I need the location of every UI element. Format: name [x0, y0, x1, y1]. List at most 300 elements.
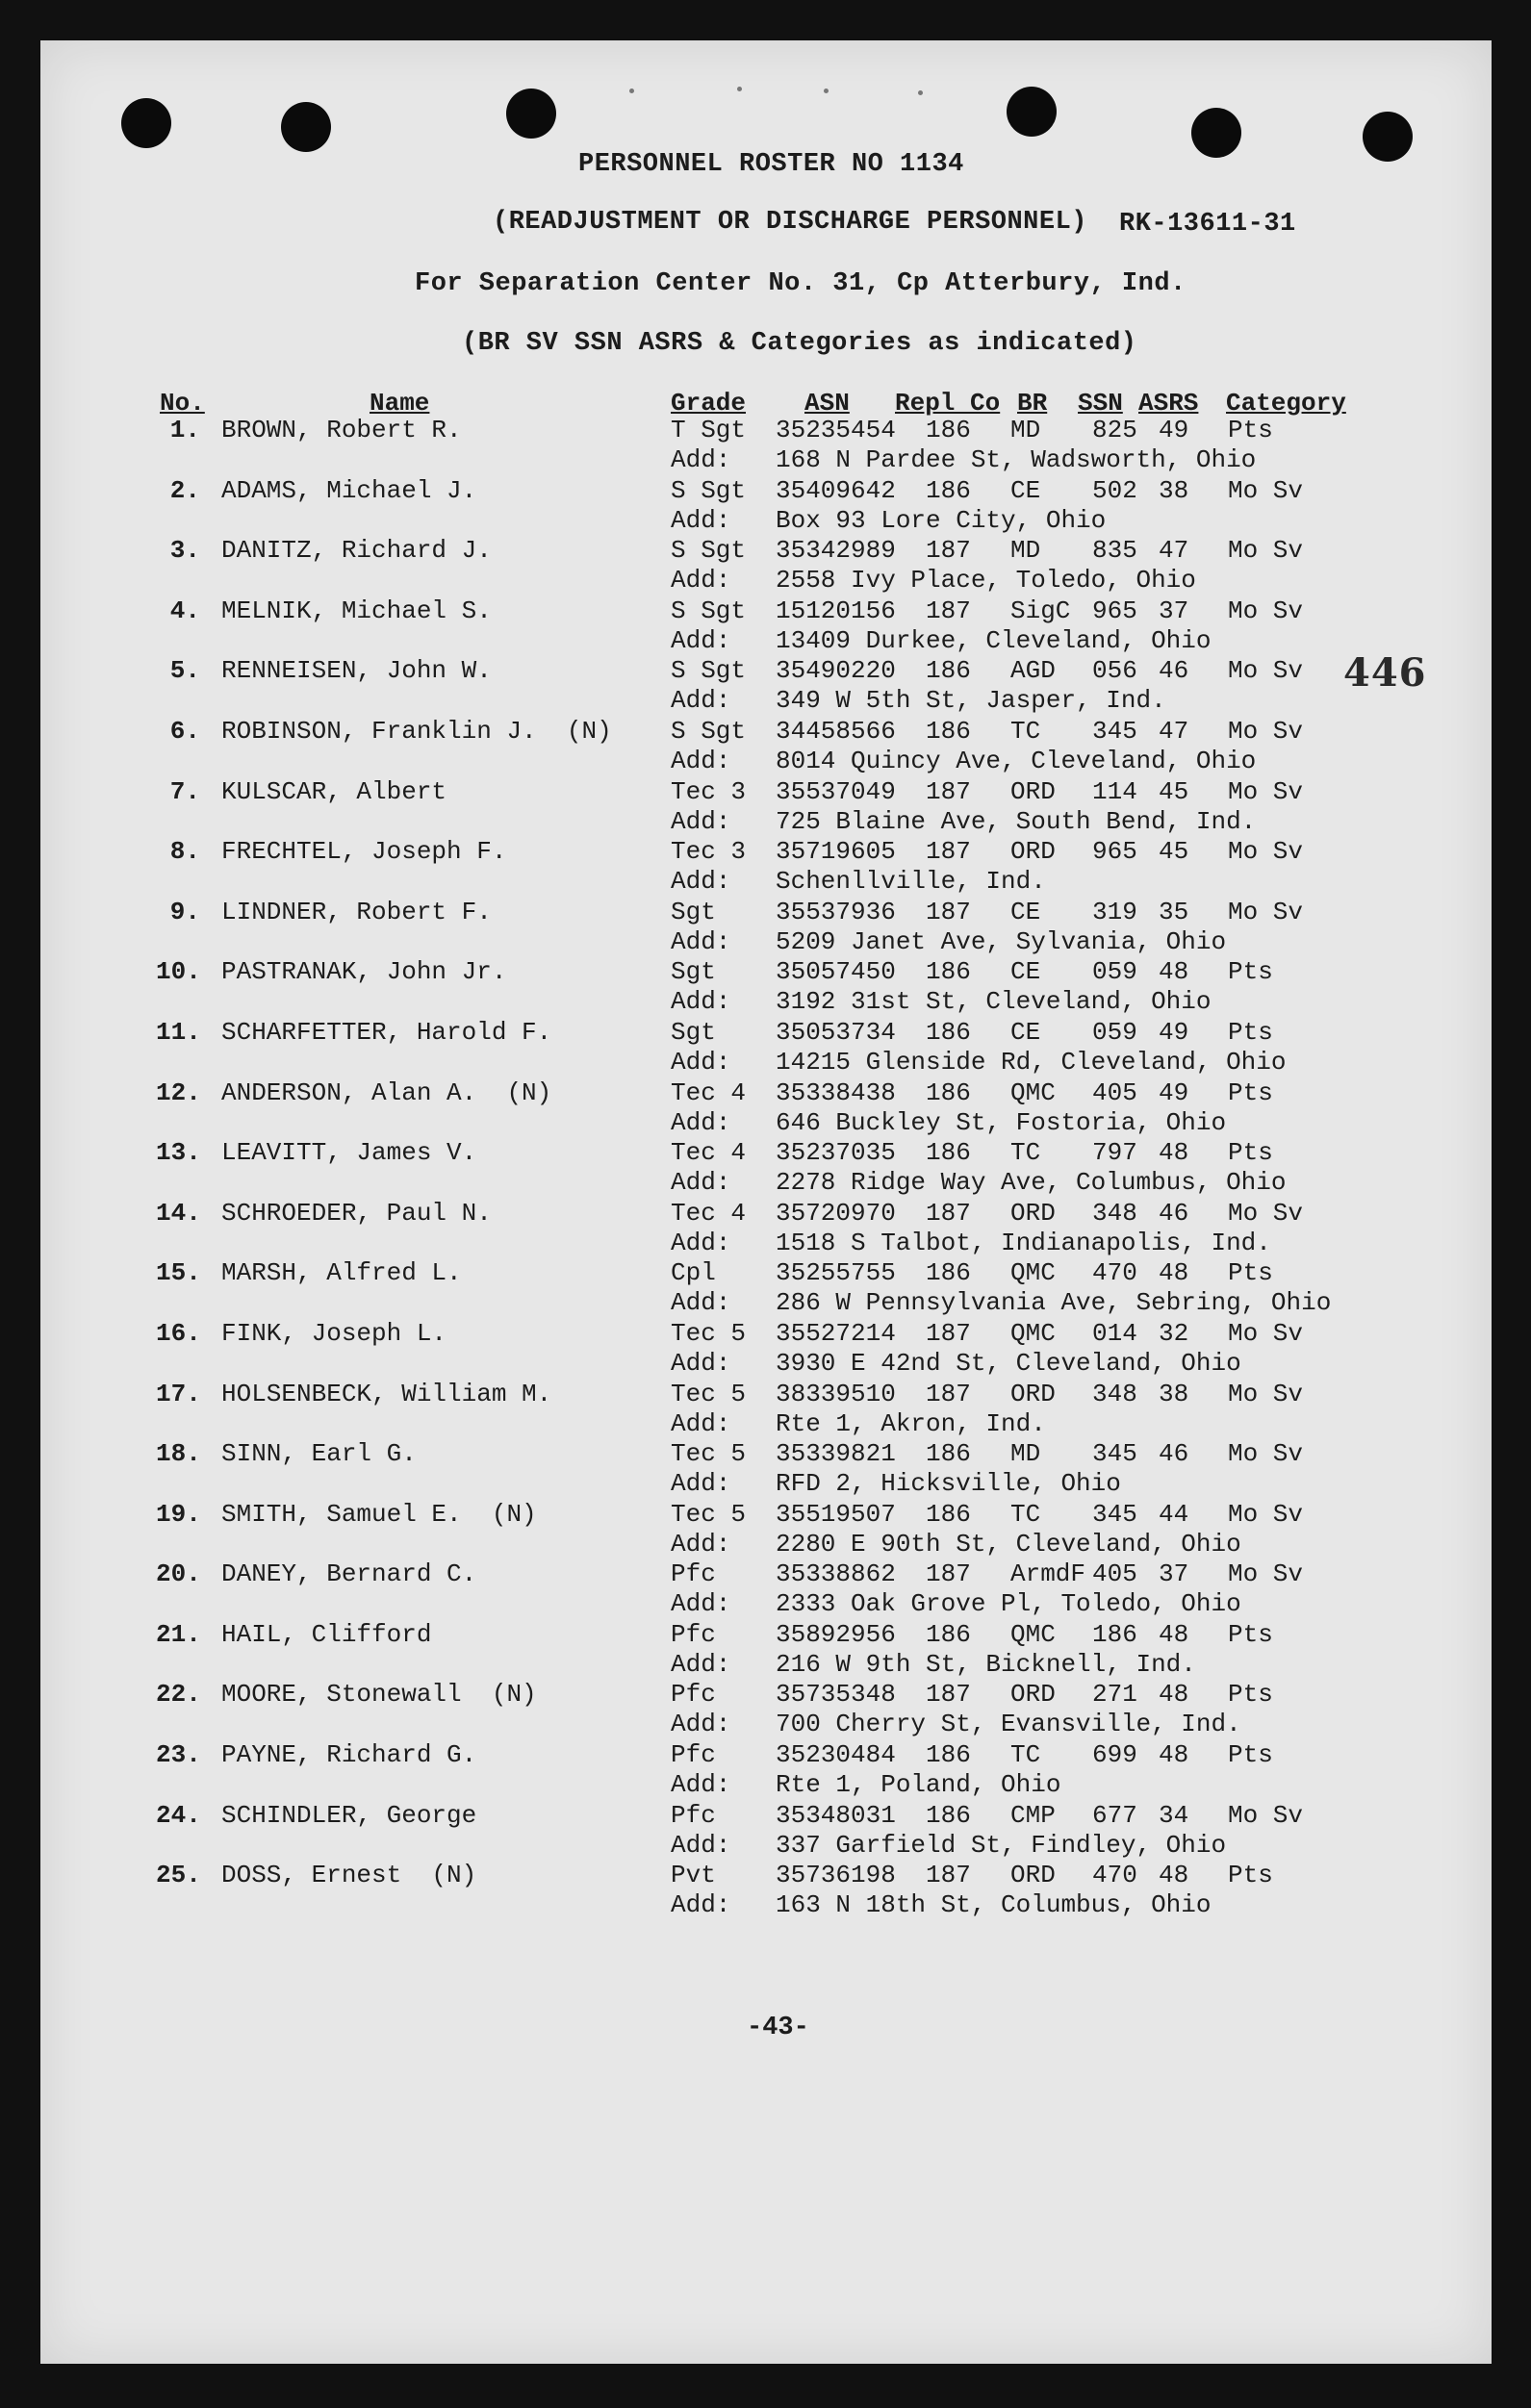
entry-repl-co: 186: [926, 1619, 971, 1649]
entry-ssn: 345: [1092, 1499, 1137, 1529]
entry-ssn: 470: [1092, 1258, 1137, 1288]
entry-address: 168 N Pardee St, Wadsworth, Ohio: [776, 445, 1257, 474]
entry-address: 2278 Ridge Way Ave, Columbus, Ohio: [776, 1168, 1287, 1198]
entry-category: Mo Sv: [1228, 1499, 1304, 1529]
entry-asn: 35230484: [776, 1740, 896, 1770]
entry-address: 13409 Durkee, Cleveland, Ohio: [776, 625, 1212, 655]
roster-entry: [0, 717, 1531, 777]
entry-grade: Tec 4: [671, 1077, 747, 1107]
entry-branch: ORD: [1010, 1861, 1056, 1890]
entry-ssn: 186: [1092, 1619, 1137, 1649]
entry-asn: 35339821: [776, 1439, 896, 1469]
entry-asrs: 48: [1159, 1680, 1189, 1710]
entry-address: 349 W 5th St, Jasper, Ind.: [776, 686, 1166, 716]
entry-asrs: 48: [1159, 1619, 1189, 1649]
entry-asrs: 46: [1159, 656, 1189, 686]
entry-number: 18.: [156, 1439, 201, 1469]
entry-address: 14215 Glenside Rd, Cleveland, Ohio: [776, 1047, 1287, 1077]
entry-address-line: [0, 867, 1531, 897]
address-label: Add:: [671, 1408, 731, 1438]
entry-repl-co: 186: [926, 716, 971, 746]
entry-main-line: [0, 1199, 1531, 1229]
entry-asrs: 38: [1159, 475, 1189, 505]
entry-category: Pts: [1228, 416, 1273, 444]
entry-number: 3.: [169, 536, 200, 566]
address-label: Add:: [671, 686, 731, 716]
punch-hole: [1007, 87, 1057, 137]
entry-category: Mo Sv: [1228, 1198, 1304, 1228]
categories-note: (BR SV SSN ASRS & Categories as indicated): [462, 329, 1137, 358]
entry-category: Mo Sv: [1228, 596, 1304, 625]
entry-address: 5209 Janet Ave, Sylvania, Ohio: [776, 926, 1227, 956]
entry-main-line: [0, 1078, 1531, 1108]
address-label: Add:: [671, 1649, 731, 1679]
roster-entry: [0, 1801, 1531, 1862]
entry-ssn: 835: [1092, 536, 1137, 566]
punch-hole: [506, 89, 556, 139]
entry-grade: Sgt: [671, 957, 716, 987]
roster-entry: [0, 1559, 1531, 1620]
entry-branch: MD: [1010, 416, 1041, 444]
address-label: Add:: [671, 1107, 731, 1137]
entry-asn: 35235454: [776, 416, 896, 444]
entry-grade: S Sgt: [671, 536, 747, 566]
entry-number: 10.: [156, 957, 201, 987]
entry-number: 22.: [156, 1680, 201, 1710]
entry-repl-co: 186: [926, 957, 971, 987]
entry-ssn: 271: [1092, 1680, 1137, 1710]
entry-address: 216 W 9th St, Bicknell, Ind.: [776, 1649, 1196, 1679]
entry-grade: Tec 5: [671, 1379, 747, 1408]
entry-ssn: 965: [1092, 596, 1137, 625]
entry-address-line: [0, 686, 1531, 716]
entry-grade: S Sgt: [671, 716, 747, 746]
entry-name: PASTRANAK, John Jr.: [221, 957, 507, 987]
address-label: Add:: [671, 1589, 731, 1619]
entry-grade: Tec 3: [671, 776, 747, 806]
entry-ssn: 056: [1092, 656, 1137, 686]
entry-asrs: 45: [1159, 776, 1189, 806]
entry-name: ANDERSON, Alan A. (N): [221, 1077, 552, 1107]
entry-main-line: [0, 596, 1531, 626]
entry-category: Pts: [1228, 1740, 1273, 1770]
entry-address: 3192 31st St, Cleveland, Ohio: [776, 987, 1212, 1017]
roster-entry: [0, 1138, 1531, 1199]
entry-address-line: [0, 747, 1531, 776]
entry-number: 6.: [169, 716, 200, 746]
entry-name: LINDNER, Robert F.: [221, 897, 492, 926]
entry-number: 2.: [169, 475, 200, 505]
entry-address-line: [0, 1770, 1531, 1800]
entry-ssn: 470: [1092, 1861, 1137, 1890]
entry-category: Pts: [1228, 957, 1273, 987]
entry-category: Pts: [1228, 1017, 1273, 1047]
col-header-repl: Repl Co: [895, 389, 1001, 418]
entry-category: Pts: [1228, 1619, 1273, 1649]
entry-main-line: [0, 1680, 1531, 1710]
entry-name: RENNEISEN, John W.: [221, 656, 492, 686]
entry-grade: Pfc: [671, 1800, 716, 1830]
roster-reference: RK-13611-31: [1119, 210, 1296, 239]
entry-repl-co: 186: [926, 1077, 971, 1107]
entry-grade: Tec 5: [671, 1439, 747, 1469]
entry-main-line: [0, 1439, 1531, 1469]
entry-name: PAYNE, Richard G.: [221, 1740, 477, 1770]
pin-mark: [918, 90, 923, 95]
entry-category: Mo Sv: [1228, 897, 1304, 926]
entry-number: 5.: [169, 656, 200, 686]
entry-main-line: [0, 1500, 1531, 1530]
entry-name: DOSS, Ernest (N): [221, 1861, 477, 1890]
col-header-category: Category: [1226, 389, 1346, 418]
entry-address-line: [0, 445, 1531, 475]
roster-entry: [0, 1439, 1531, 1500]
entry-branch: MD: [1010, 536, 1041, 566]
entry-number: 24.: [156, 1800, 201, 1830]
entry-address-line: [0, 1229, 1531, 1258]
entry-category: Mo Sv: [1228, 776, 1304, 806]
entry-asn: 35736198: [776, 1861, 896, 1890]
address-label: Add:: [671, 1168, 731, 1198]
entry-asn: 38339510: [776, 1379, 896, 1408]
entry-name: BROWN, Robert R.: [221, 416, 462, 444]
entry-repl-co: 186: [926, 475, 971, 505]
entry-grade: Pfc: [671, 1740, 716, 1770]
entry-grade: T Sgt: [671, 416, 747, 444]
entry-name: HOLSENBECK, William M.: [221, 1379, 552, 1408]
entry-repl-co: 186: [926, 416, 971, 444]
entry-number: 14.: [156, 1198, 201, 1228]
address-label: Add:: [671, 1469, 731, 1499]
entry-grade: S Sgt: [671, 656, 747, 686]
entry-asrs: 44: [1159, 1499, 1189, 1529]
entry-asrs: 45: [1159, 837, 1189, 867]
entry-ssn: 825: [1092, 416, 1137, 444]
entry-repl-co: 186: [926, 1138, 971, 1168]
entry-name: KULSCAR, Albert: [221, 776, 447, 806]
entry-asrs: 48: [1159, 1861, 1189, 1890]
entry-ssn: 677: [1092, 1800, 1137, 1830]
entry-asn: 35527214: [776, 1318, 896, 1348]
punch-hole: [121, 98, 171, 148]
entry-branch: ArmdF: [1010, 1559, 1086, 1589]
entry-address: 3930 E 42nd St, Cleveland, Ohio: [776, 1348, 1241, 1378]
entry-ssn: 345: [1092, 1439, 1137, 1469]
entry-category: Pts: [1228, 1258, 1273, 1288]
col-header-name: Name: [370, 389, 430, 418]
col-header-br: BR: [1017, 389, 1048, 418]
entry-repl-co: 187: [926, 1198, 971, 1228]
punch-hole: [1191, 108, 1241, 158]
entry-number: 20.: [156, 1559, 201, 1589]
stamped-number: 446: [1343, 650, 1427, 696]
entry-category: Mo Sv: [1228, 1439, 1304, 1469]
entry-number: 13.: [156, 1138, 201, 1168]
roster-entry: [0, 1319, 1531, 1380]
entry-asrs: 35: [1159, 897, 1189, 926]
entry-asn: 35720970: [776, 1198, 896, 1228]
entry-ssn: 345: [1092, 716, 1137, 746]
entry-asrs: 48: [1159, 1740, 1189, 1770]
entry-repl-co: 187: [926, 776, 971, 806]
address-label: Add:: [671, 1288, 731, 1318]
entry-asrs: 48: [1159, 1138, 1189, 1168]
entry-asrs: 49: [1159, 416, 1189, 444]
separation-center-line: For Separation Center No. 31, Cp Atterbury, Ind.: [415, 269, 1187, 298]
address-label: Add:: [671, 926, 731, 956]
entry-branch: TC: [1010, 1740, 1041, 1770]
entry-name: SMITH, Samuel E. (N): [221, 1499, 537, 1529]
roster-entry: [0, 536, 1531, 596]
entry-category: Mo Sv: [1228, 1318, 1304, 1348]
entry-branch: AGD: [1010, 656, 1056, 686]
entry-ssn: 405: [1092, 1559, 1137, 1589]
entry-number: 11.: [156, 1017, 201, 1047]
entry-main-line: [0, 1258, 1531, 1288]
entry-branch: ORD: [1010, 1680, 1056, 1710]
entry-asrs: 34: [1159, 1800, 1189, 1830]
punch-hole: [281, 102, 331, 152]
address-label: Add:: [671, 987, 731, 1017]
entry-address-line: [0, 1890, 1531, 1920]
entry-address: RFD 2, Hicksville, Ohio: [776, 1469, 1121, 1499]
entry-name: MELNIK, Michael S.: [221, 596, 492, 625]
entry-address-line: [0, 1589, 1531, 1619]
address-label: Add:: [671, 566, 731, 596]
entry-address: Rte 1, Akron, Ind.: [776, 1408, 1046, 1438]
entry-name: MOORE, Stonewall (N): [221, 1680, 537, 1710]
entry-repl-co: 186: [926, 1800, 971, 1830]
entry-address-line: [0, 927, 1531, 957]
entry-main-line: [0, 1559, 1531, 1589]
entry-repl-co: 187: [926, 596, 971, 625]
entry-address-line: [0, 626, 1531, 656]
entry-repl-co: 187: [926, 1559, 971, 1589]
entry-asn: 35342989: [776, 536, 896, 566]
entry-address-line: [0, 1409, 1531, 1439]
entry-category: Mo Sv: [1228, 1800, 1304, 1830]
entry-main-line: [0, 1801, 1531, 1831]
entry-address-line: [0, 807, 1531, 837]
roster-entry: [0, 476, 1531, 537]
entry-main-line: [0, 1861, 1531, 1890]
col-header-grade: Grade: [671, 389, 747, 418]
entry-address-line: [0, 1469, 1531, 1499]
entry-branch: ORD: [1010, 837, 1056, 867]
entry-asn: 35719605: [776, 837, 896, 867]
entry-asrs: 37: [1159, 596, 1189, 625]
roster-entry: [0, 957, 1531, 1018]
entry-branch: CMP: [1010, 1800, 1056, 1830]
entry-asn: 35892956: [776, 1619, 896, 1649]
roster-entry: [0, 1620, 1531, 1681]
entry-grade: Tec 4: [671, 1138, 747, 1168]
entry-category: Pts: [1228, 1138, 1273, 1168]
entry-branch: ORD: [1010, 1379, 1056, 1408]
address-label: Add:: [671, 1228, 731, 1257]
entry-name: ADAMS, Michael J.: [221, 475, 477, 505]
entry-address-line: [0, 1168, 1531, 1198]
entry-category: Pts: [1228, 1680, 1273, 1710]
entry-number: 25.: [156, 1861, 201, 1890]
entry-name: MARSH, Alfred L.: [221, 1258, 462, 1288]
entry-repl-co: 187: [926, 837, 971, 867]
address-label: Add:: [671, 1529, 731, 1559]
address-label: Add:: [671, 1348, 731, 1378]
address-label: Add:: [671, 1890, 731, 1920]
entry-number: 1.: [169, 416, 200, 444]
entry-main-line: [0, 1380, 1531, 1409]
entry-asn: 35537049: [776, 776, 896, 806]
roster-entry: [0, 1861, 1531, 1921]
entry-number: 12.: [156, 1077, 201, 1107]
entry-repl-co: 187: [926, 897, 971, 926]
address-label: Add:: [671, 505, 731, 535]
entry-main-line: [0, 476, 1531, 506]
punch-hole: [1363, 112, 1413, 162]
entry-asn: 35237035: [776, 1138, 896, 1168]
entry-address: 337 Garfield St, Findley, Ohio: [776, 1830, 1227, 1860]
roster-entry: [0, 596, 1531, 657]
entry-ssn: 014: [1092, 1318, 1137, 1348]
entry-grade: Cpl: [671, 1258, 716, 1288]
entry-number: 21.: [156, 1619, 201, 1649]
entry-category: Mo Sv: [1228, 536, 1304, 566]
entry-ssn: 965: [1092, 837, 1137, 867]
entry-number: 9.: [169, 897, 200, 926]
roster-entry: [0, 416, 1531, 476]
entry-address-line: [0, 1048, 1531, 1077]
entry-address-line: [0, 987, 1531, 1017]
entry-asn: 35348031: [776, 1800, 896, 1830]
entry-branch: CE: [1010, 475, 1041, 505]
entry-branch: QMC: [1010, 1077, 1056, 1107]
pin-mark: [737, 87, 742, 91]
entry-address: 163 N 18th St, Columbus, Ohio: [776, 1890, 1212, 1920]
entry-asn: 35338862: [776, 1559, 896, 1589]
entry-repl-co: 186: [926, 1740, 971, 1770]
entry-category: Mo Sv: [1228, 1559, 1304, 1589]
entry-asn: 35409642: [776, 475, 896, 505]
entry-address: 8014 Quincy Ave, Cleveland, Ohio: [776, 746, 1257, 775]
entry-main-line: [0, 1138, 1531, 1168]
entry-grade: Pfc: [671, 1559, 716, 1589]
roster-entry: [0, 1680, 1531, 1740]
entry-number: 8.: [169, 837, 200, 867]
entry-main-line: [0, 777, 1531, 807]
entry-ssn: 797: [1092, 1138, 1137, 1168]
roster-entry: [0, 777, 1531, 838]
address-label: Add:: [671, 1770, 731, 1800]
entry-number: 16.: [156, 1318, 201, 1348]
entry-address-line: [0, 566, 1531, 596]
entry-number: 23.: [156, 1740, 201, 1770]
entry-branch: QMC: [1010, 1619, 1056, 1649]
entry-grade: S Sgt: [671, 596, 747, 625]
col-header-ssn: SSN: [1078, 389, 1123, 418]
roster-entry: [0, 1258, 1531, 1319]
address-label: Add:: [671, 1710, 731, 1739]
entry-ssn: 059: [1092, 957, 1137, 987]
entry-main-line: [0, 536, 1531, 566]
roster-subtitle: (READJUSTMENT OR DISCHARGE PERSONNEL): [493, 208, 1087, 237]
entry-repl-co: 186: [926, 656, 971, 686]
entry-main-line: [0, 1620, 1531, 1650]
entry-address: Rte 1, Poland, Ohio: [776, 1770, 1061, 1800]
entry-number: 17.: [156, 1379, 201, 1408]
roster-list: [0, 416, 1531, 1921]
entry-address-line: [0, 1831, 1531, 1861]
address-label: Add:: [671, 1830, 731, 1860]
entry-name: HAIL, Clifford: [221, 1619, 432, 1649]
entry-grade: Pfc: [671, 1680, 716, 1710]
entry-branch: CE: [1010, 1017, 1041, 1047]
entry-asn: 15120156: [776, 596, 896, 625]
page-number: -43-: [747, 2014, 809, 2042]
entry-category: Mo Sv: [1228, 1379, 1304, 1408]
entry-number: 7.: [169, 776, 200, 806]
address-label: Add:: [671, 445, 731, 474]
entry-category: Mo Sv: [1228, 475, 1304, 505]
entry-repl-co: 186: [926, 1439, 971, 1469]
col-header-asrs: ASRS: [1138, 389, 1199, 418]
entry-grade: S Sgt: [671, 475, 747, 505]
entry-grade: Sgt: [671, 1017, 716, 1047]
entry-asn: 34458566: [776, 716, 896, 746]
entry-name: DANEY, Bernard C.: [221, 1559, 477, 1589]
entry-asrs: 46: [1159, 1198, 1189, 1228]
entry-asrs: 38: [1159, 1379, 1189, 1408]
entry-grade: Pvt: [671, 1861, 716, 1890]
entry-repl-co: 186: [926, 1258, 971, 1288]
col-header-asn: ASN: [804, 389, 850, 418]
entry-asn: 35537936: [776, 897, 896, 926]
entry-address: Schenllville, Ind.: [776, 867, 1046, 897]
entry-name: ROBINSON, Franklin J. (N): [221, 716, 612, 746]
entry-asn: 35057450: [776, 957, 896, 987]
address-label: Add:: [671, 806, 731, 836]
entry-name: FRECHTEL, Joseph F.: [221, 837, 507, 867]
entry-category: Mo Sv: [1228, 656, 1304, 686]
entry-address-line: [0, 1108, 1531, 1138]
entry-branch: CE: [1010, 897, 1041, 926]
entry-address: 700 Cherry St, Evansville, Ind.: [776, 1710, 1241, 1739]
col-header-no: No.: [160, 389, 205, 418]
entry-ssn: 059: [1092, 1017, 1137, 1047]
entry-main-line: [0, 1740, 1531, 1770]
entry-asrs: 32: [1159, 1318, 1189, 1348]
entry-main-line: [0, 656, 1531, 686]
entry-branch: MD: [1010, 1439, 1041, 1469]
entry-address-line: [0, 1288, 1531, 1318]
roster-title: PERSONNEL ROSTER NO 1134: [578, 150, 964, 179]
entry-asn: 35053734: [776, 1017, 896, 1047]
entry-address: 646 Buckley St, Fostoria, Ohio: [776, 1107, 1227, 1137]
entry-category: Pts: [1228, 1077, 1273, 1107]
entry-ssn: 405: [1092, 1077, 1137, 1107]
entry-asn: 35490220: [776, 656, 896, 686]
entry-address: 1518 S Talbot, Indianapolis, Ind.: [776, 1228, 1271, 1257]
entry-main-line: [0, 957, 1531, 987]
entry-name: SCHROEDER, Paul N.: [221, 1198, 492, 1228]
address-label: Add:: [671, 1047, 731, 1077]
entry-address-line: [0, 506, 1531, 536]
entry-category: Mo Sv: [1228, 837, 1304, 867]
roster-entry: [0, 1380, 1531, 1440]
address-label: Add:: [671, 867, 731, 897]
entry-address-line: [0, 1349, 1531, 1379]
entry-grade: Sgt: [671, 897, 716, 926]
